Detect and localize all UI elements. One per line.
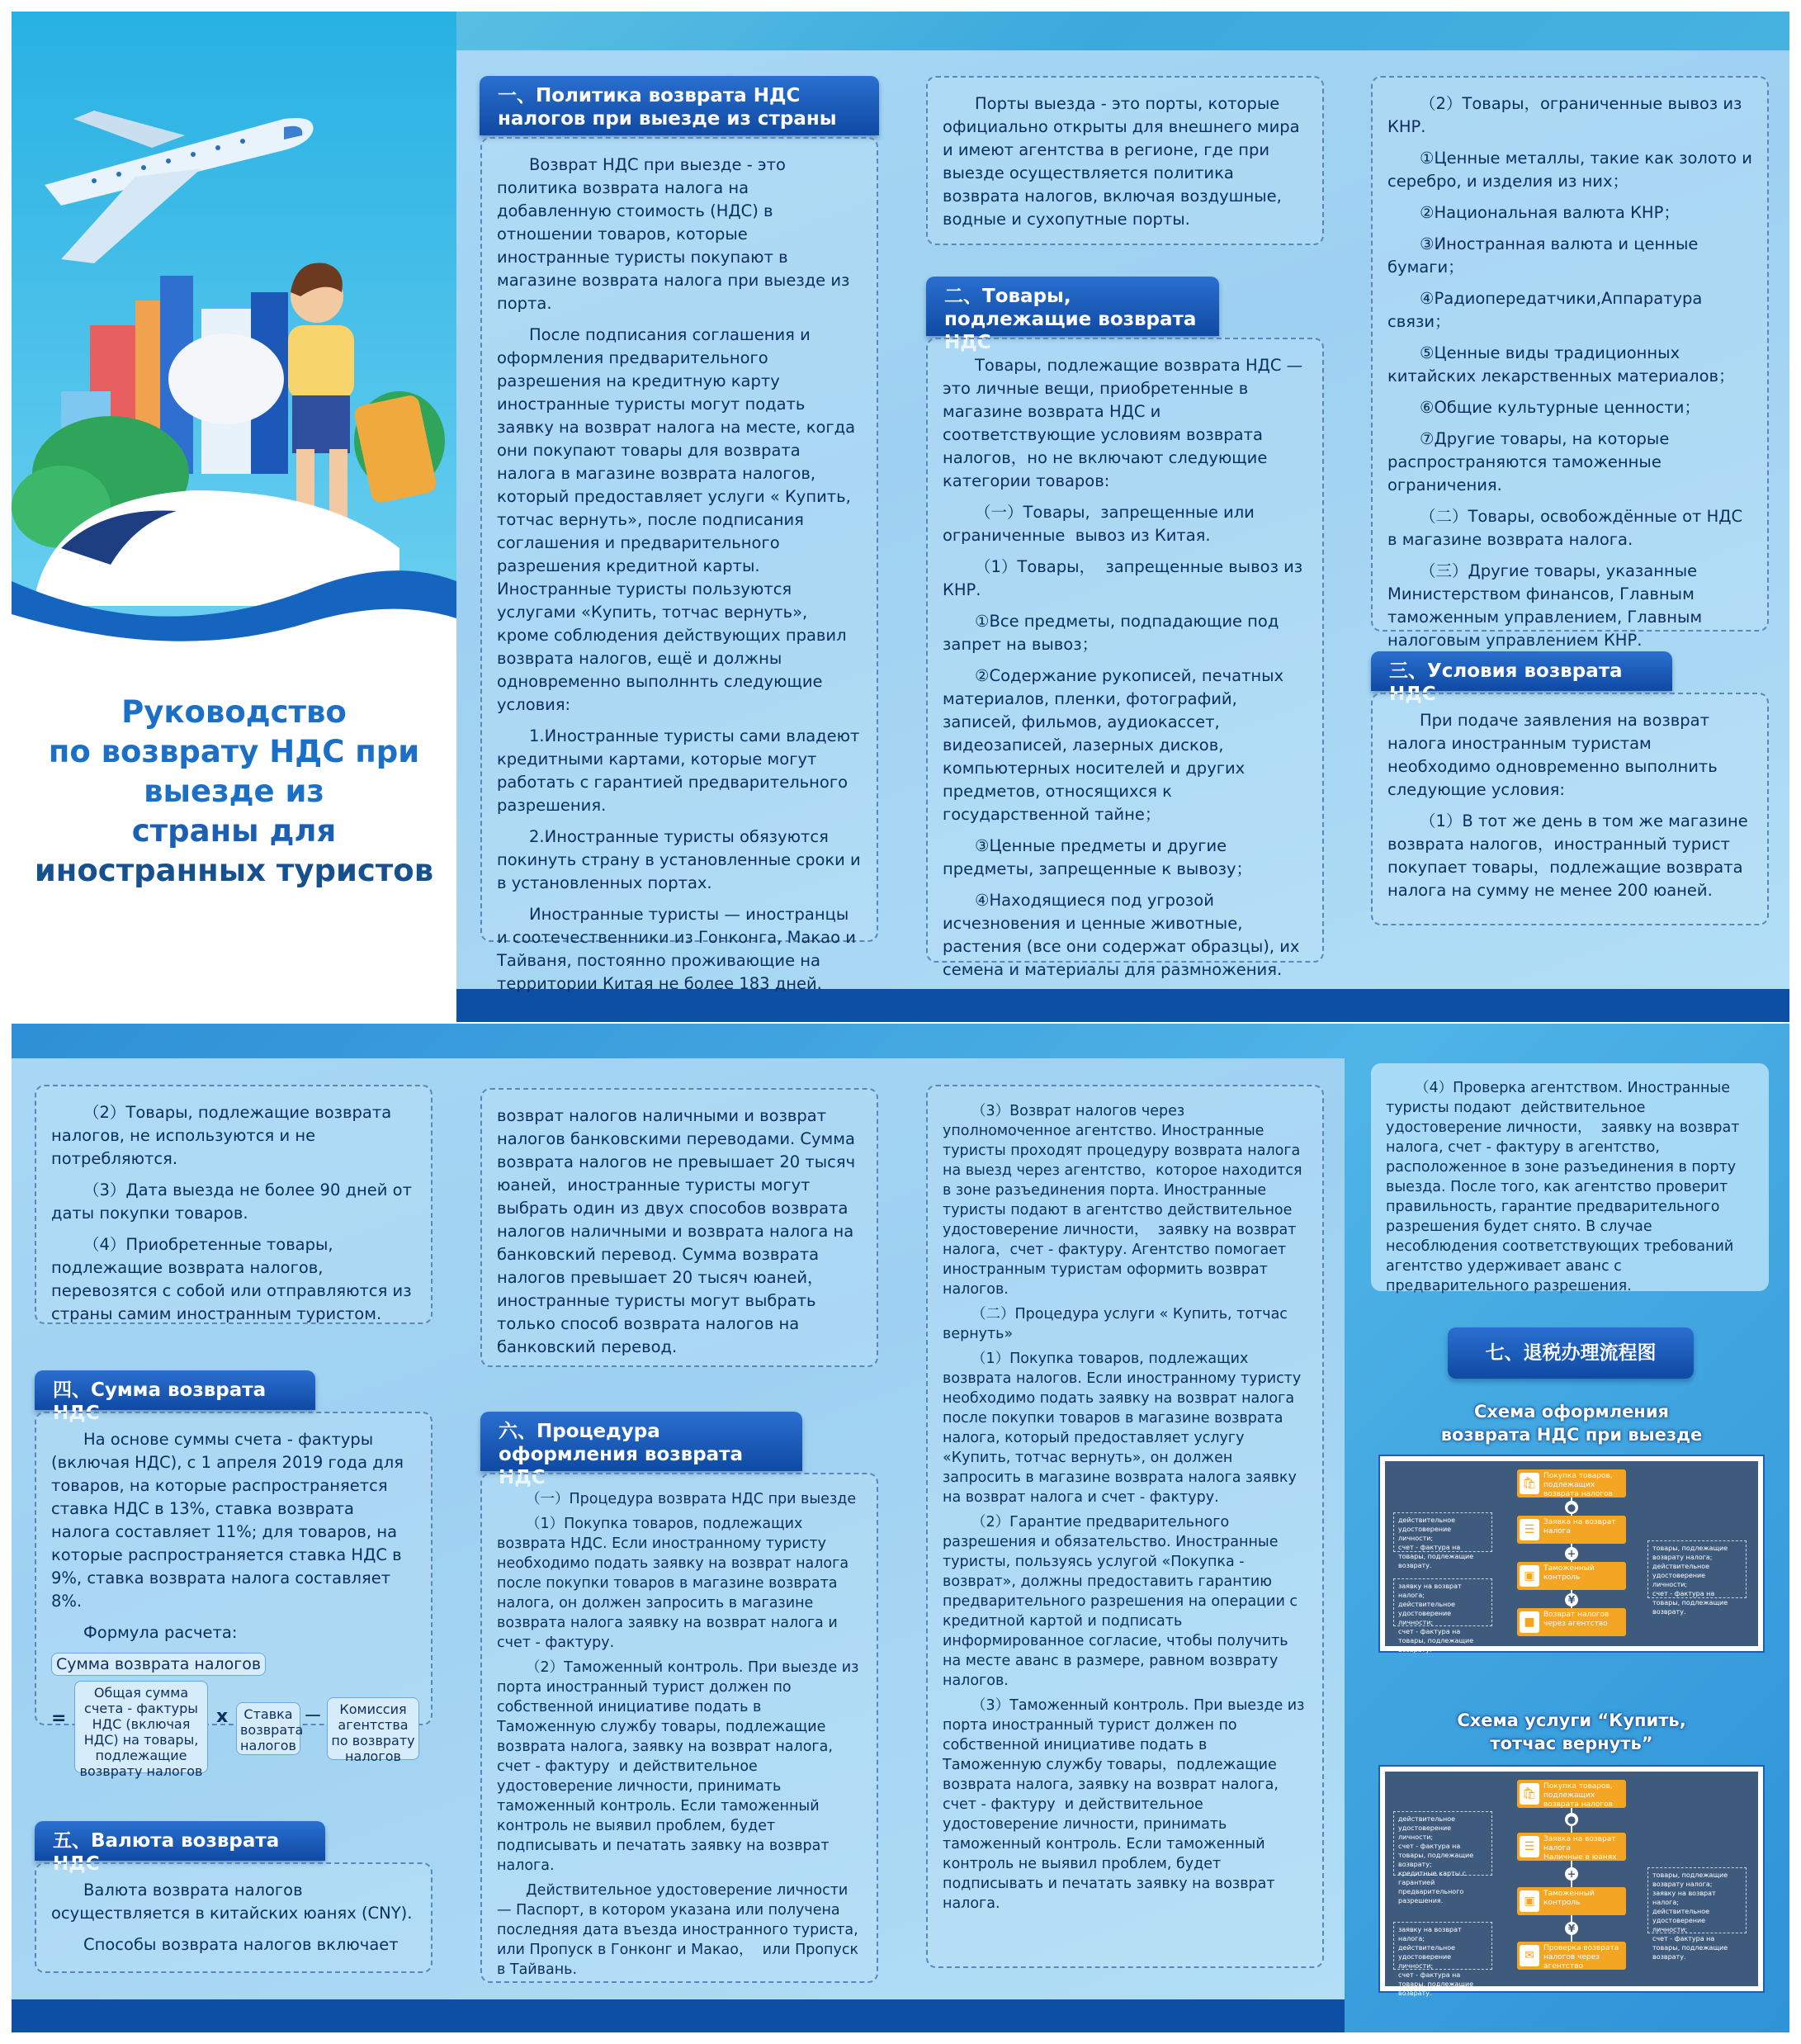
flow-step: ■ Возврат налогов через агентство xyxy=(1517,1608,1626,1636)
flow-note: действительное удостоверение личности; счет - фактура на товары, подлежащие возврату; кредитные карты с гарантией предварительного разрешения. xyxy=(1393,1811,1492,1876)
connector-icon: ● xyxy=(1565,1813,1578,1826)
formula-total-amount: Общая сумма счета - фактуры НДС (включая НДС) на товары, подлежащие возврату налогов xyxy=(74,1681,208,1773)
cover-title-line: по возврату НДС при xyxy=(48,734,420,769)
cover-title-line: иностранных туристов xyxy=(34,853,434,888)
brochure-inner-side xyxy=(12,1024,1789,2032)
flow-note: товары, подлежащие возврату налога; действительное удостоверение личности; счет - фактура на товары, подлежащие возврату. xyxy=(1647,1540,1747,1598)
paragraph: （一）Товары, запрещенные или ограниченные вывоз из Китая. xyxy=(943,503,1260,545)
paragraph: （1）В тот же день в том же магазине возврата налогов，иностранный турист покупает товары，подлежащие возврата налога на сумму не менее 200 юаней. xyxy=(1387,811,1754,900)
mail-icon: ✉ xyxy=(1520,1945,1539,1966)
flow-note: действительное удостоверение личности; счет - фактура на товары, подлежащие возврату. xyxy=(1393,1512,1492,1552)
section-goods-box xyxy=(926,338,1324,979)
paragraph: Способы возврата налогов включает xyxy=(83,1935,399,1954)
refund-formula xyxy=(51,1653,416,1777)
section-header-procedure: 六、Процедура оформления возврата НДС xyxy=(480,1412,802,1471)
paragraph: ③Иностранная валюта и ценные бумаги； xyxy=(1387,234,1704,277)
paragraph: ⑦Другие товары, на которые распространяются таможенные ограничения. xyxy=(1387,429,1675,494)
agency-icon: ■ xyxy=(1520,1611,1539,1633)
paragraph: （3）Возврат налогов через уполномоченное агентство. Иностранные туристы проходят процедуру возврата налога на выезд через агентство，которое находится в зоне разъединения порта. Иностранные туристы подают в агентство действительное удостоверение личности， заявку на возврат налога，счет - фактуру. Агентство помогает иностранным туристам оформить возврат налогов. xyxy=(943,1103,1307,1298)
connector-icon: ● xyxy=(1565,1501,1578,1514)
paragraph: （二）Товары, освобождённые от НДС в магазине возврата налога. xyxy=(1387,507,1748,549)
conditions-continued-box xyxy=(35,1085,433,1324)
section-header-policy: 一、Политика возврата НДС налогов при выезде из страны xyxy=(480,76,879,135)
paragraph: （2）Товары, подлежащие возврата налогов, не используются и не потребляются. xyxy=(51,1103,397,1168)
paragraph: （三）Другие товары, указанные Министерством финансов, Главным таможенным управлением, Главным налоговым управлением КНР. xyxy=(1387,561,1708,650)
paragraph: （2）Таможенный контроль. При выезде из порта иностранный турист должен по собственной инициативе подать в Таможенную службу товары, подлежащие возврата налога, заявку на возврат налога, счет - фактуру и действительное удостоверение личности, принимать таможенный контроль. Если таможенный контроль не выявил проблем, будет подписывать и печатать заявку на возврат налога. xyxy=(497,1659,864,1874)
paragraph: Товары, подлежащие возврата НДС — это личные вещи, приобретенные в магазине возврата НДС и соответствующие условиям возврата налогов，но не включают следующие категории товаров: xyxy=(943,356,1308,490)
connector-icon: + xyxy=(1565,1547,1578,1560)
customs-icon: ▣ xyxy=(1520,1565,1539,1587)
paragraph: ④Радиопередатчики,Аппаратура связи； xyxy=(1387,289,1708,331)
paragraph: Иностранные туристы — иностранцы и соотечественники из Гонконга, Макао и Тайваня, постоянно проживающие на территории Китая не более 183 дней. xyxy=(497,905,862,993)
cover-title xyxy=(12,693,456,891)
formula-minus: － xyxy=(304,1706,323,1727)
section-header-amount: 四、Сумма возврата НДС xyxy=(35,1370,315,1410)
brochure-outer-side xyxy=(12,12,1789,1022)
document-icon: ☰ xyxy=(1520,1836,1539,1857)
restricted-goods-box xyxy=(1371,76,1769,650)
paragraph: ③Ценные предметы и другие предметы, запрещенные к вывозу； xyxy=(943,836,1253,878)
section-header-flowchart: 七、退税办理流程图 xyxy=(1448,1327,1694,1379)
paragraph: Формула расчета: xyxy=(83,1623,238,1642)
section-procedure-box xyxy=(480,1473,878,1983)
customs-icon: ▣ xyxy=(1520,1890,1539,1912)
section-header-currency: 五、Валюта возврата НДС xyxy=(35,1821,325,1861)
formula-equals: = xyxy=(51,1708,67,1729)
flow-note: заявку на возврат налога; действительное удостоверение личности; счет - фактура на товары, подлежащие возврату. xyxy=(1393,1922,1492,1970)
paragraph: （4）Приобретенные товары, подлежащие возврата налогов, перевозятся с собой или отправляются из страны самим иностранным туристом. xyxy=(51,1235,417,1323)
section-conditions-box xyxy=(1371,693,1769,925)
paragraph: ①Все предметы, подпадающие под запрет на вывоз； xyxy=(943,612,1284,654)
connector-icon: ¥ xyxy=(1565,1922,1578,1935)
flow-step: ✉ Проверка возврата налогов через агентство xyxy=(1517,1942,1626,1970)
connector-icon: + xyxy=(1565,1867,1578,1881)
flowchart-departure-refund xyxy=(1378,1455,1765,1653)
paragraph: На основе суммы счета - фактуры (включая НДС), с 1 апреля 2019 года для товаров, на которые распространяется ставка НДС в 13%, ставка возврата налога составляет 11%; для товаров, на которые распространяется ставка НДС в 9%, ставка возврата налога составляет 8%. xyxy=(51,1430,409,1611)
paragraph: возврат налогов наличными и возврат налогов банковскими переводами. Сумма возврата налогов не превышает 20 тысяч юаней，иностранные туристы могут выбрать один из двух способов возврата налогов наличными и возврата налога на банковский перевод. Сумма возврата налогов превышает 20 тысяч юаней，иностранные туристы могут выбрать только способ возврата налогов на банковский перевод. xyxy=(497,1106,861,1356)
section-header-goods: 二、Товары, подлежащие возврата НДС xyxy=(926,277,1219,336)
shopping-bag-icon: 🛍 xyxy=(1520,1783,1539,1805)
section-currency-box xyxy=(35,1862,433,1973)
paragraph: （3）Дата выезда не более 90 дней от даты покупки товаров. xyxy=(51,1181,418,1223)
paragraph: （2）Товары，ограниченные вывоз из КНР. xyxy=(1387,94,1747,136)
flow-step: ☰ Заявка на возврат налога Наличные в юанях xyxy=(1517,1833,1626,1861)
flow-step: ☰ Заявка на возврат налога xyxy=(1517,1516,1626,1544)
paragraph: （4）Проверка агентством. Иностранные туристы подают действительное удостоверение личности， заявку на возврат налога, счет - фактуру в агентство, расположенное в зоне разъединения в порту выезда. После того, как агентство проверит правильность, гарантие предварительного разрешения будет снято. В случае несоблюдения соответствующих требований агентство удерживает аванс с предварительного разрешения. xyxy=(1386,1080,1744,1294)
refund-methods-box xyxy=(480,1088,878,1367)
cover-title-line: выезде из xyxy=(144,774,324,809)
flowchart-1-title: Схема оформления возврата НДС при выезде xyxy=(1440,1402,1703,1445)
paragraph: 2.Иностранные туристы обязуются покинуть страну в установленные сроки и в установленных портах. xyxy=(497,827,866,892)
section-policy-box xyxy=(480,137,878,993)
paragraph: ②Содержание рукописей, печатных материалов, пленки, фотографий, записей, фильмов, аудиокассет, видеозаписей, лазерных дисков, компьютерных носителей и других предметов, относящихся к государственной тайне； xyxy=(943,666,1289,824)
paragraph: ⑥Общие культурные ценности； xyxy=(1420,398,1700,417)
formula-refund-rate: Ставка возврата налогов xyxy=(236,1702,300,1755)
flow-note: товары, подлежащие возврату налога; заявку на возврат налога; действительное удостоверение личности; счет - фактура на товары, подлежащие возврату. xyxy=(1647,1867,1747,1933)
paragraph: ①Ценные металлы, такие как золото и серебро, и изделия из них； xyxy=(1387,149,1758,191)
paragraph: Возврат НДС при выезде - это политика возврата налога на добавленную стоимость (НДС) в отношении товаров, которые иностранные туристы покупают в магазине возврата налога при выезде из порта. xyxy=(497,155,855,313)
bottom-band xyxy=(12,1999,1345,2032)
paragraph: （1）Товары， запрещенные вывоз из КНР. xyxy=(943,557,1308,599)
cover-panel xyxy=(12,12,456,1022)
agency-check-box xyxy=(1371,1063,1769,1294)
section-header-conditions: 三、Условия возврата НДС xyxy=(1371,651,1672,691)
flow-step: 🛍 Покупка товаров, подлежащих возврата налогов xyxy=(1517,1780,1626,1808)
paragraph: （二）Процедура услуги « Купить, тотчас вернуть» xyxy=(943,1306,1293,1342)
paragraph: （3）Таможенный контроль. При выезде из порта иностранный турист должен по собственной инициативе подать в Таможенную службу товары，подлежащие возврата налога, заявку на возврат налога, счет - фактуру и действительное удостоверение личности, принимать таможенный контроль. Если таможенный контроль не выявил проблем, будет подписывать и печатать заявку на возврат налога. xyxy=(943,1697,1310,1912)
flow-note: заявку на возврат налога; действительное удостоверение личности; счет - фактура на товары, подлежащие возврату. xyxy=(1393,1578,1492,1626)
paragraph: （一）Процедура возврата НДС при выезде xyxy=(526,1491,857,1507)
ports-box xyxy=(926,76,1324,245)
connector-icon: ¥ xyxy=(1565,1593,1578,1606)
cover-illustration xyxy=(12,12,456,647)
paragraph: Валюта возврата налогов осуществляется в китайских юанях (CNY). xyxy=(51,1881,413,1923)
paragraph: ②Национальная валюта КНР； xyxy=(1420,203,1680,222)
flow-step: ▣ Таможенный контроль xyxy=(1517,1562,1626,1590)
section-amount-box xyxy=(35,1412,433,1779)
formula-result: Сумма возврата налогов xyxy=(51,1653,266,1676)
cover-title-line: Руководство xyxy=(121,694,347,730)
paragraph: При подаче заявления на возврат налога иностранным туристам необходимо одновременно выполнить следующие условия: xyxy=(1387,711,1723,799)
paragraph: ⑤Ценные виды традиционных китайских лекарственных материалов； xyxy=(1387,343,1735,386)
paragraph: Порты выезда - это порты, которые официально открыты для внешнего мира и имеют агентства в регионе, где при выезде осуществляется политика возврата налогов, включая воздушные, водные и сухопутные порты. xyxy=(943,94,1305,229)
paragraph: Действительное удостоверение личности — Паспорт, в котором указана или получена последняя дата въезда иностранного туриста, или Пропуск в Гонконг и Макао， или Пропуск в Тайвань. xyxy=(497,1882,863,1978)
flow-step: ▣ Таможенный контроль xyxy=(1517,1887,1626,1915)
formula-agency-fee: Комиссия агентства по возврату налогов xyxy=(327,1697,419,1760)
cover-title-line: страны для xyxy=(131,813,337,849)
flow-step: 🛍 Покупка товаров, подлежащих возврата налогов xyxy=(1517,1469,1626,1498)
flowchart-buy-and-refund xyxy=(1378,1765,1765,1997)
paragraph: ④Находящиеся под угрозой исчезновения и ценные животные, растения (все они содержат образцы), их семена и материалы для размножения. xyxy=(943,891,1305,979)
procedure-continued-box xyxy=(926,1085,1324,1968)
document-icon: ☰ xyxy=(1520,1519,1539,1540)
paragraph: （1）Покупка товаров, подлежащих возврата НДС. Если иностранному туристу необходимо подать заявку на возврат налога после покупки товаров в магазине возврата налога, он должен запросить в магазине возврата налога заявку на возврат налога и счет - фактуру. xyxy=(497,1516,853,1651)
formula-multiply: x xyxy=(216,1706,229,1727)
paragraph: （2）Гарантие предварительного разрешения и обязательство. Иностранные туристы, пользуясь услугой «Покупка - возврат», должны предоставить гарантию предварительного разрешения на операции с кредитной картой и подписать информированное согласие, чтобы получить на месте аванс в размере, равном возврату налогов. xyxy=(943,1514,1302,1689)
shopping-bag-icon: 🛍 xyxy=(1520,1473,1539,1494)
paragraph: После подписания соглашения и оформления предварительного разрешения на кредитную карту иностранные туристы могут подать заявку на возврат налога на месте, когда они покупают товары для возврата налога в магазине возврата налогов, который предоставляет услуги « Купить, тотчас вернуть», после подписания соглашения и предварительного разрешения кредитной карты. Иностранные туристы пользуются услугами «Купить, тотчас вернуть», кроме соблюдения действующих правил возврата налогов, ещё и должны одновременно выполннть следующие условия: xyxy=(497,325,861,714)
flowchart-2-title: Схема услуги “Купить, тотчас вернуть” xyxy=(1457,1710,1686,1753)
paragraph: 1.Иностранные туристы сами владеют кредитными картами, которые могут работать с гарантией предварительного разрешения. xyxy=(497,726,865,815)
paragraph: （1）Покупка товаров, подлежащих возврата налогов. Если иностранному туристу необходимо подать заявку на возврат налога после покупки товаров в магазине возврата налога, который предоставляет услугу «Купить, тотчас вернуть», он должен запросить в магазине возврата налога заявку на возврат налога и счет - фактуру. xyxy=(943,1351,1306,1506)
